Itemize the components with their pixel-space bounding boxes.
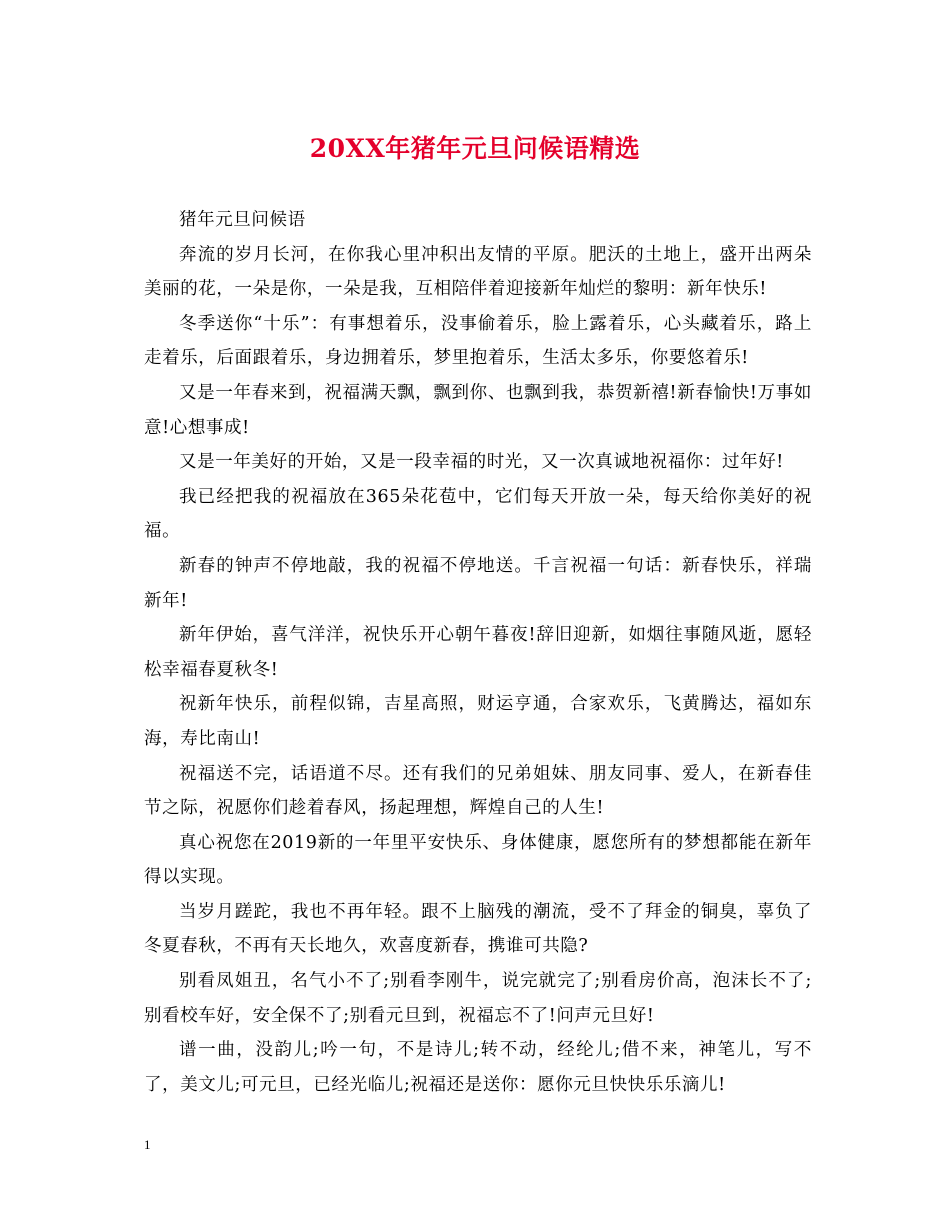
paragraph: 冬季送你“十乐”：有事想着乐，没事偷着乐，脸上露着乐，心头藏着乐，路上走着乐，后面跟着乐，身边拥着乐，梦里抱着乐，生活太多乐，你要悠着乐! xyxy=(144,313,812,369)
paragraph: 我已经把我的祝福放在365朵花苞中，它们每天开放一朵，每天给你美好的祝福。 xyxy=(144,486,812,542)
paragraph: 谱一曲，没韵儿;吟一句，不是诗儿;转不动，经纶儿;借不来，神笔儿，写不了，美文儿;可元旦，已经光临儿;祝福还是送你：愿你元旦快快乐乐滴儿! xyxy=(144,1040,812,1095)
paragraph: 祝福送不完，话语道不尽。还有我们的兄弟姐妹、朋友同事、爱人，在新春佳节之际，祝愿你们趁着春风，扬起理想，辉煌自己的人生! xyxy=(144,763,812,819)
paragraph: 又是一年美好的开始，又是一段幸福的时光，又一次真诚地祝福你：过年好! xyxy=(179,452,784,473)
paragraph: 奔流的岁月长河，在你我心里冲积出友情的平原。肥沃的土地上，盛开出两朵美丽的花，一朵是你，一朵是我，互相陪伴着迎接新年灿烂的黎明：新年快乐! xyxy=(144,244,812,300)
paragraph: 猪年元旦问候语 xyxy=(179,210,306,230)
document-body xyxy=(144,203,812,1102)
paragraph: 当岁月蹉跎，我也不再年轻。跟不上脑残的潮流，受不了拜金的铜臭，辜负了冬夏春秋，不再有天长地久，欢喜度新春，携谁可共隐? xyxy=(144,901,812,957)
paragraph: 祝新年快乐，前程似锦，吉星高照，财运亨通，合家欢乐，飞黄腾达，福如东海，寿比南山! xyxy=(144,694,812,749)
paragraph: 真心祝您在2019新的一年里平安快乐、身体健康，愿您所有的梦想都能在新年得以实现。 xyxy=(144,832,812,888)
paragraph: 别看凤姐丑，名气小不了;别看李刚牛，说完就完了;别看房价高，泡沫长不了;别看校车好，安全保不了;别看元旦到，祝福忘不了!问声元旦好! xyxy=(144,971,812,1026)
paragraph: 新年伊始，喜气洋洋，祝快乐开心朝午暮夜!辞旧迎新，如烟往事随风逝，愿轻松幸福春夏秋冬! xyxy=(144,625,812,680)
page-number: 1 xyxy=(144,1137,151,1152)
document-title: 20XX年猪年元旦问候语精选 xyxy=(309,134,641,163)
paragraph: 又是一年春来到，祝福满天飘，飘到你、也飘到我，恭贺新禧!新春愉快!万事如意!心想事成! xyxy=(144,382,812,438)
paragraph: 新春的钟声不停地敲，我的祝福不停地送。千言祝福一句话：新春快乐，祥瑞新年! xyxy=(144,555,812,611)
